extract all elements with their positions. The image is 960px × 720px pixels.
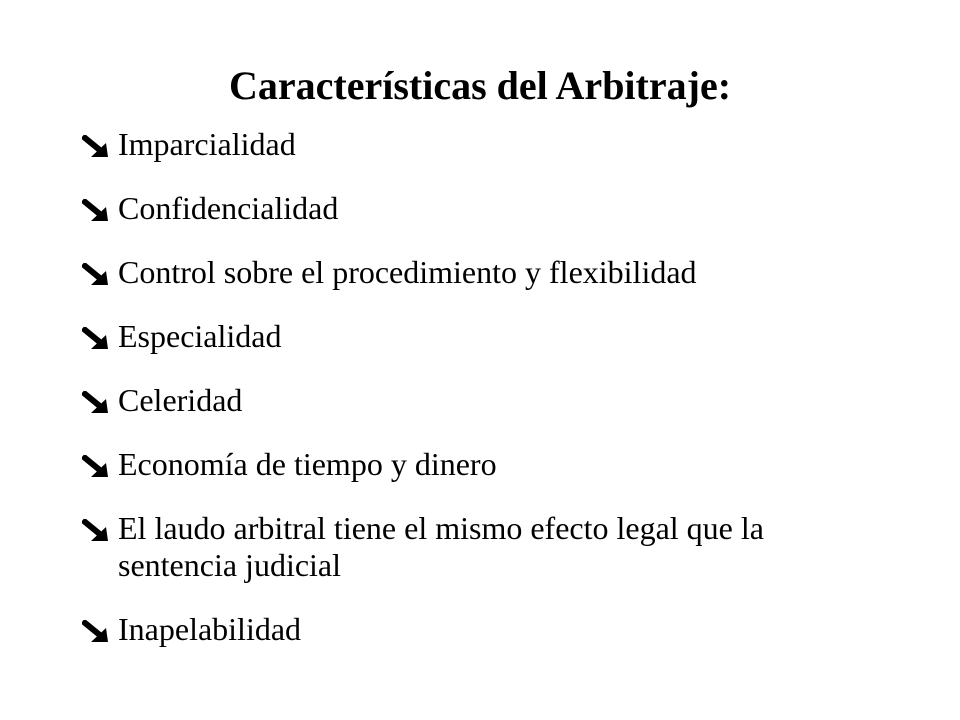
list-item — [82, 611, 902, 648]
list-item-text: Confidencialidad — [118, 190, 339, 226]
list-item-text: El laudo arbitral tiene el mismo efecto legal que la sentencia judicial — [118, 510, 764, 583]
list-item-text: Celeridad — [118, 382, 243, 418]
arrow-down-right-icon — [82, 620, 110, 644]
arrow-down-right-icon — [82, 327, 110, 351]
list-item — [82, 190, 902, 227]
arrow-down-right-icon — [82, 519, 110, 543]
arrow-down-right-icon — [82, 263, 110, 287]
list-item-text: Economía de tiempo y dinero — [118, 446, 497, 482]
slide-title: Características del Arbitraje: — [228, 63, 732, 108]
list-item-text: Control sobre el procedimiento y flexibilidad — [118, 254, 697, 290]
arrow-down-right-icon — [82, 199, 110, 223]
list-item — [82, 318, 902, 355]
list-item — [82, 254, 738, 291]
list-item-text: Imparcialidad — [118, 126, 296, 162]
list-item — [82, 126, 902, 163]
list-item — [82, 446, 902, 483]
list-item-text: Inapelabilidad — [118, 611, 302, 647]
arrow-down-right-icon — [82, 391, 110, 415]
list-item — [82, 382, 902, 419]
list-item — [82, 510, 858, 584]
arrow-down-right-icon — [82, 455, 110, 479]
list-item-text: Especialidad — [118, 318, 282, 354]
bullet-list — [82, 126, 902, 675]
arrow-down-right-icon — [82, 135, 110, 159]
